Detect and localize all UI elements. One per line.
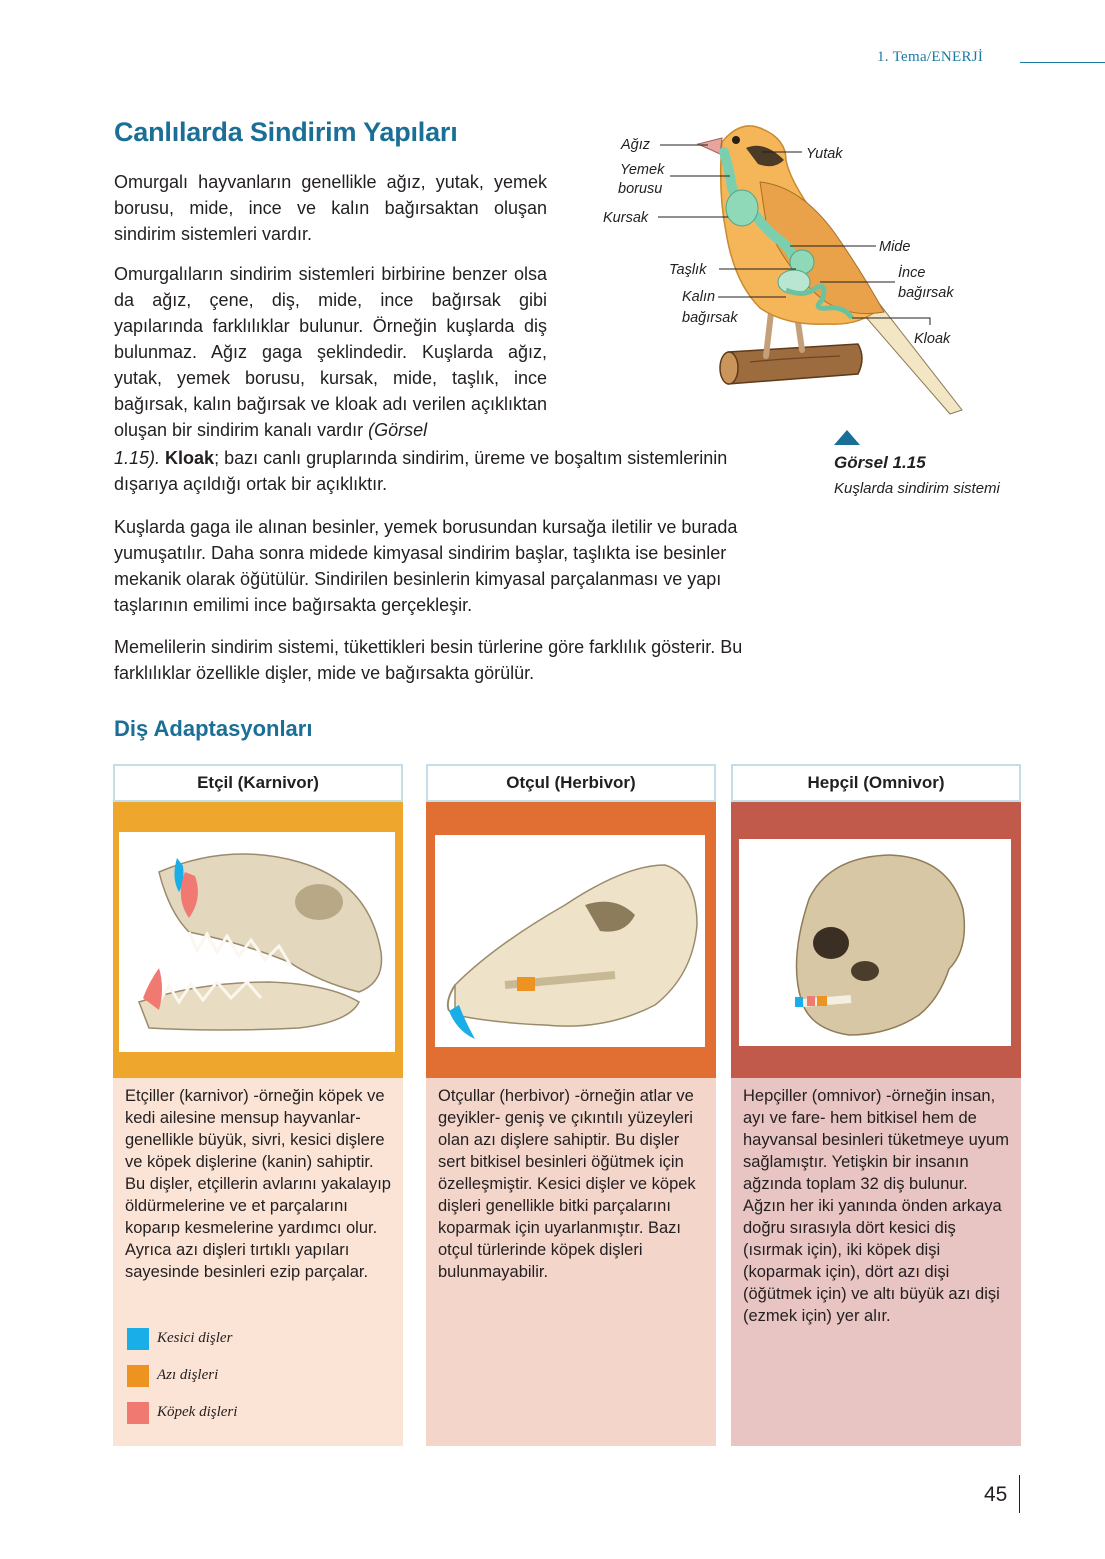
card-herbivore [426,764,716,1446]
label-kalin-bagirsak: bağırsak [682,310,738,326]
carnivore-skull-photo [119,832,395,1052]
figure-caption-title: Görsel 1.15 [834,453,926,472]
label-mide: Mide [879,239,911,255]
label-borusu: borusu [618,181,663,197]
herbivore-skull-icon [435,835,705,1047]
subsection-title: Diş Adaptasyonları [114,716,313,741]
card-omnivore [731,764,1021,1446]
paragraph-3: Kuşlarda gaga ile alınan besinler, yemek borusundan kursağa iletilir ve burada yumuşatılır. Daha sonra midede kimyasal sindirim başlar, taşlıkta ise besinler mekanik olarak öğütülür. Sindirilen besinlerin kimyasal parçalanması ve yapı taşlarının emilimi ince bağırsakta gerçekleşir. [114,517,738,615]
figure-caption-text: Kuşlarda sindirim sistemi [834,480,1000,497]
paragraph-2-text: Omurgalıların sindirim sistemleri birbirine benzer olsa da ağız, çene, diş, mide, ince bağırsak gibi yapılarında farklılıklar bulunur. Örneğin kuşlarda diş bulunmaz. Ağız gaga şeklindedir. Kuşlarda ağız, yutak, yemek borusu, kursak, mide, taşlık, ince bağırsak, kalın bağırsak ve kloak adı verilen açıklıktan oluşan bir sindirim kanalı vardır [114,264,547,440]
card-description: Hepçiller (omnivor) -örneğin insan, ayı ve fare- hem bitkisel hem de hayvansal besinleri tüketmeye uyum sağlamıştır. Yetişkin bir insanın ağzında toplam 32 diş bulunur. Ağzın her iki yanında önden arkaya doğru sırasıyla dört kesici diş (ısırmak için), iki köpek dişi (koparmak için), dört azı dişi (öğütmek için) ve altı büyük azı dişi (ezmek için) yer alır. [743,1087,1009,1325]
label-yutak: Yutak [806,146,843,162]
card-color-band [426,802,716,1078]
section-title: Canlılarda Sindirim Yapıları [114,117,458,147]
card-description: Etçiller (karnivor) -örneğin köpek ve kedi ailesine mensup hayvanlar- genellikle büyük, sivri, kesici dişlere ve köpek dişlerine (kanin) sahiptir. Bu dişler, etçillerin avlarını yakalayıp öldürmelerine ve et parçalarını koparıp kesmelerine yardımcı olur. Ayrıca azı dişleri tırtıklı yapıları sayesinde besinleri ezip parçalar. [125,1087,391,1281]
paragraph-1: Omurgalı hayvanların genellikle ağız, yutak, yemek borusu, mide, ince ve kalın bağırsaktan oluşan sindirim sistemleri vardır. [114,172,547,244]
bird-digestive-system-figure [590,112,990,422]
card-body [731,1078,1021,1446]
card-title: Etçil (Karnivor) [113,764,403,802]
figure-reference-number: 1.15). [114,448,161,468]
card-body [426,1078,716,1446]
kloak-term: Kloak [165,448,215,468]
label-yemek: Yemek [620,162,665,178]
label-ince: İnce [898,265,926,281]
card-color-band [113,802,403,1078]
card-carnivore [113,764,403,1446]
card-body [113,1078,403,1446]
caption-marker-icon [834,430,860,445]
label-agiz: Ağız [621,137,651,153]
paragraph-4: Memelilerin sindirim sistemi, tükettikleri besin türlerine göre farklılık gösterir. Bu farklılıklar özellikle dişler, mide ve bağırsakta görülür. [114,637,743,683]
card-title: Hepçil (Omnivor) [731,764,1021,802]
legend-swatch-incisors [127,1328,149,1350]
omnivore-skull-photo [739,839,1011,1046]
carnivore-skull-icon [119,832,395,1052]
herbivore-skull-photo [435,835,705,1047]
legend-label-canines: Köpek dişleri [157,1404,238,1420]
legend-swatch-molars [127,1365,149,1387]
paragraph-2 [114,261,547,443]
header-rule [1020,62,1105,63]
paragraph-2-continued [114,445,790,497]
page-number: 45 [984,1483,1008,1506]
omnivore-skull-icon [739,839,1011,1046]
card-title: Otçul (Herbivor) [426,764,716,802]
kloak-definition: ; bazı canlı gruplarında sindirim, üreme ve boşaltım sistemlerinin dışarıya açıldığı ortak bir açıklıktır. [114,448,728,494]
label-kalin: Kalın [682,289,716,305]
label-kursak: Kursak [603,210,649,226]
bird-tail [858,302,962,414]
page-number-rule [1019,1475,1020,1513]
figure-reference: (Görsel [368,420,428,440]
legend-swatch-canines [127,1402,149,1424]
perch-branch [720,344,862,384]
bird-eye [732,136,740,144]
label-kloak: Kloak [914,331,951,347]
running-header: 1. Tema/ENERJİ [877,49,984,65]
card-description: Otçullar (herbivor) -örneğin atlar ve geyikler- geniş ve çıkıntılı yüzeyleri olan azı dişlere sahiptir. Bu dişler sert bitkisel besinleri öğütmek için özelleşmiştir. Kesici dişler ve köpek dişleri genellikle bitki parçalarını koparmak için uyarlanmıştır. Bazı otçul türlerinde köpek dişleri bulunmayabilir. [438,1087,696,1281]
bird-beak [698,138,722,154]
label-ince-bagirsak: bağırsak [898,285,954,301]
legend-label-incisors: Kesici dişler [157,1330,233,1346]
legend-label-molars: Azı dişleri [157,1367,219,1383]
card-color-band [731,802,1021,1078]
label-taslik: Taşlık [669,262,707,278]
